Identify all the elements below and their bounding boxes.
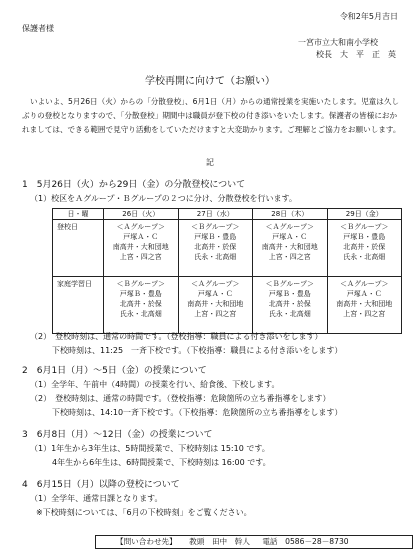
contact-label: 【問い合わせ先】 [116, 537, 177, 546]
schedule-cell: ＜Ａグループ＞ 戸塚Ａ・Ｃ 南高井・大和団地 上宮・四之宮 [327, 277, 402, 334]
document-date: 令和2年5月吉日 [339, 12, 398, 21]
principal-name: 校長 大 平 正 英 [316, 50, 396, 59]
schedule-day-header: 26日（火） [104, 209, 179, 220]
schedule-cell: ＜Ａグループ＞ 戸塚Ａ・Ｃ 南高井・大和団地 上宮・四之宮 [253, 220, 328, 277]
section3-sub1: （1）1年生から3年生は、5時間授業で、下校時刻は 15:10 です。 [30, 444, 270, 453]
schedule-cell: ＜Ｂグループ＞ 戸塚Ｂ・豊島 北高井・於保 氏永・北高畑 [253, 277, 328, 334]
document-title: 学校再開に向けて（お願い） [145, 76, 275, 87]
section4-note: ※下校時刻については、「6月の下校時刻」をご覧ください。 [36, 508, 252, 517]
section2-heading: 2 6月1日（月）～5日（金）の授業について [22, 366, 207, 376]
section3-sub2: 4年生から6年生は、6時間授業で、下校時刻は 16:00 です。 [52, 458, 271, 467]
ki-heading: 記 [206, 158, 214, 167]
school-name: 一宮市立大和南小学校 [298, 38, 378, 47]
schedule-header-row [53, 209, 402, 220]
schedule-cell: ＜Ｂグループ＞ 戸塚Ｂ・豊島 北高井・於保 氏永・北高畑 [327, 220, 402, 277]
schedule-table [52, 208, 402, 334]
schedule-day-header: 29日（金） [327, 209, 402, 220]
section1-sub2-dismissal: 下校時刻は、11:25 一斉下校です。（下校指導：職員による付き添いをします） [52, 346, 343, 355]
section2-sub1: （1）全学年、午前中（4時間）の授業を行い、給食後、下校します。 [30, 380, 280, 389]
section1-sub1: （1）校区をＡグループ・Ｂグループの２つに分け、分散登校を行います。 [30, 194, 297, 203]
schedule-day-header: 27日（水） [178, 209, 253, 220]
section2-sub2-arrival: （2） 登校時刻は、通常の時間です。（登校指導：危険箇所の立ち番指導をします） [30, 394, 331, 403]
contact-person: 教頭 田中 幹人 [189, 537, 250, 546]
schedule-cell: ＜Ｂグループ＞ 戸塚Ｂ・豊島 北高井・於保 氏永・北高畑 [104, 277, 179, 334]
section4-heading: 4 6月15日（月）以降の登校について [22, 480, 180, 490]
section1-sub2-arrival: （2） 登校時刻は、通常の時間です。（登校指導：職員による付き添いをします） [30, 332, 323, 341]
schedule-row-label: 登校日 [53, 220, 104, 277]
contact-box [95, 535, 413, 549]
addressee: 保護者様 [22, 24, 54, 33]
intro-paragraph: いよいよ、5月26日（火）からの「分散登校」、6月1日（月）からの通常授業を実施いたします。児童は久しぶりの登校となりますので、「分散登校」期間中は職員が登下校の付き添いをいたします。保護者の皆様におかれましては、できる範囲で見守り活動をしていただけますと大変助かります。ご理解とご協力をお願いします。 [22, 97, 401, 134]
schedule-cell: ＜Ｂグループ＞ 戸塚Ｂ・豊島 北高井・於保 氏永・北高畑 [178, 220, 253, 277]
schedule-cell: ＜Ａグループ＞ 戸塚Ａ・Ｃ 南高井・大和団地 上宮・四之宮 [104, 220, 179, 277]
schedule-row-attendance [53, 220, 402, 277]
schedule-day-header: 28日（木） [253, 209, 328, 220]
section3-heading: 3 6月8日（月）～12日（金）の授業について [22, 430, 213, 440]
schedule-cell: ＜Ａグループ＞ 戸塚Ａ・Ｃ 南高井・大和団地 上宮・四之宮 [178, 277, 253, 334]
schedule-row-label: 家庭学習日 [53, 277, 104, 334]
section4-sub1: （1）全学年、通常日課となります。 [30, 494, 163, 503]
section2-sub2-dismissal: 下校時刻は、14:10一斉下校です。（下校指導：危険箇所の立ち番指導をします） [52, 408, 343, 417]
section1-heading: 1 5月26日（火）から29日（金）の分散登校について [22, 180, 246, 190]
schedule-corner-cell: 日・曜 [53, 209, 104, 220]
contact-phone: 電話 0586－28－8730 [262, 537, 349, 546]
schedule-row-home-study [53, 277, 402, 334]
